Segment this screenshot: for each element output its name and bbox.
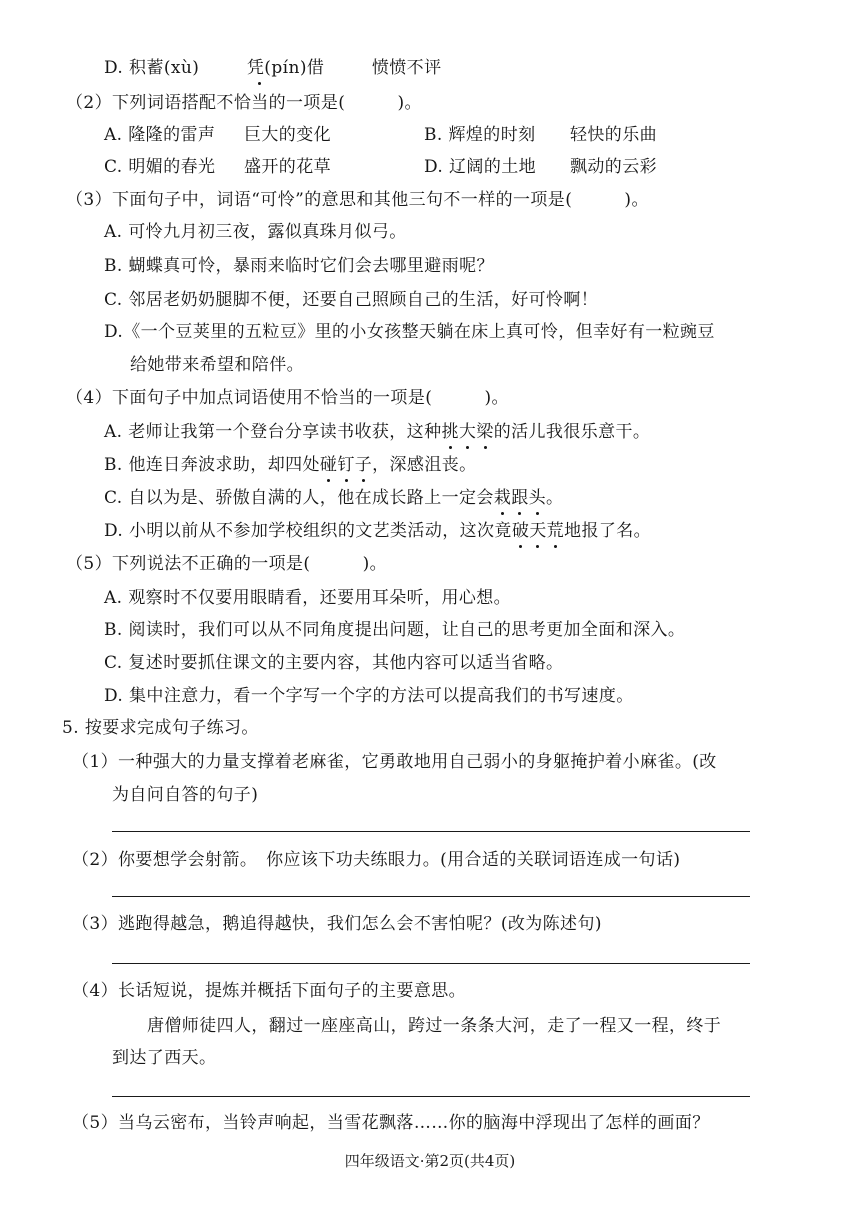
q4-3-option-b: B. 蝴蝶真可怜，暴雨来临时它们会去哪里避雨呢？ bbox=[104, 256, 494, 276]
dotted-char: 荒 bbox=[546, 521, 565, 541]
q4-4-stem: （4）下面句子中加点词语使用不恰当的一项是( )。 bbox=[66, 388, 509, 408]
dotted-char: 栽 bbox=[493, 488, 512, 508]
dotted-word bbox=[512, 521, 564, 541]
dotted-char: 天 bbox=[529, 521, 547, 541]
dotted-char: 碰 bbox=[319, 455, 338, 475]
q4-3-option-a: A. 可怜九月初三夜，露似真珠月似弓。 bbox=[104, 222, 407, 242]
q4-3-option-d-line1: D.《一个豆荚里的五粒豆》里的小女孩整天躺在床上真可怜，但幸好有一粒豌豆 bbox=[104, 322, 715, 342]
answer-line-1[interactable] bbox=[112, 831, 750, 832]
q5-5: （5）当乌云密布，当铃声响起，当雪花飘落……你的脑海中浮现出了怎样的画面？ bbox=[72, 1113, 710, 1133]
q4-1-option-d: D. 积蓄(xù) 凭(pín)借 愤愤不评 bbox=[104, 58, 442, 78]
q4-2-option-a1: A. 隆隆的雷声 bbox=[104, 125, 216, 145]
q5-4-passage-line2: 到达了西天。 bbox=[112, 1048, 217, 1068]
dotted-word bbox=[441, 422, 493, 442]
q4-5-option-c: C. 复述时要抓住课文的主要内容，其他内容可以适当省略。 bbox=[104, 653, 564, 673]
q5-title: 5. 按要求完成句子练习。 bbox=[62, 718, 259, 738]
dotted-char: 头 bbox=[528, 488, 547, 508]
dotted-char: 跟 bbox=[511, 488, 529, 508]
q4-4-option-b: B. 他连日奔波求助，却四处碰钉子，深感沮丧。 bbox=[104, 455, 477, 475]
q4-3-stem: （3）下面句子中，词语“可怜”的意思和其他三句不一样的一项是( )。 bbox=[66, 190, 649, 210]
q4-5-option-a: A. 观察时不仅要用眼睛看，还要用耳朵听，用心想。 bbox=[104, 588, 512, 608]
q4-5-stem: （5）下列说法不正确的一项是( )。 bbox=[66, 554, 388, 574]
q5-1-line1: （1）一种强大的力量支撑着老麻雀，它勇敢地用自己弱小的身躯掩护着小麻雀。(改 bbox=[72, 752, 717, 772]
dotted-char: 大 bbox=[458, 422, 477, 442]
answer-line-4[interactable] bbox=[112, 1096, 750, 1097]
q4-4-option-c: C. 自以为是、骄傲自满的人，他在成长路上一定会栽跟头。 bbox=[104, 488, 564, 508]
q4-2-option-d1: D. 辽阔的土地 bbox=[424, 157, 537, 177]
q4-3-option-c: C. 邻居老奶奶腿脚不便，还要自己照顾自己的生活，好可怜啊！ bbox=[104, 290, 599, 310]
dotted-char: 钉 bbox=[337, 455, 355, 475]
dotted-char: 子 bbox=[354, 455, 373, 475]
answer-line-3[interactable] bbox=[112, 963, 750, 964]
answer-line-2[interactable] bbox=[112, 896, 750, 897]
dotted-char: 破 bbox=[511, 521, 530, 541]
q4-5-option-b: B. 阅读时，我们可以从不同角度提出问题，让自己的思考更加全面和深入。 bbox=[104, 620, 686, 640]
page-footer: 四年级语文·第2页(共4页) bbox=[344, 1152, 516, 1170]
q5-3: （3）逃跑得越急，鹅追得越快，我们怎么会不害怕呢？(改为陈述句) bbox=[72, 914, 602, 934]
q4-4-option-a: A. 老师让我第一个登台分享读书收获，这种挑大梁的活儿我很乐意干。 bbox=[104, 422, 651, 442]
q4-3-option-d-line2: 给她带来希望和陪伴。 bbox=[130, 355, 304, 375]
q4-2-option-d2: 飘动的云彩 bbox=[570, 157, 657, 177]
q5-2: （2）你要想学会射箭。 你应该下功夫练眼力。(用合适的关联词语连成一句话) bbox=[72, 850, 681, 870]
dotted-char: 梁 bbox=[476, 422, 494, 442]
dotted-word bbox=[320, 455, 372, 475]
q4-2-option-c2: 盛开的花草 bbox=[244, 157, 331, 177]
dotted-word bbox=[494, 488, 546, 508]
q5-4: （4）长话短说，提炼并概括下面句子的主要意思。 bbox=[72, 981, 467, 1001]
q4-5-option-d: D. 集中注意力，看一个字写一个字的方法可以提高我们的书写速度。 bbox=[104, 686, 634, 706]
q5-4-passage-line1: 唐僧师徒四人，翻过一座座高山，跨过一条条大河，走了一程又一程，终于 bbox=[147, 1016, 722, 1036]
q4-2-option-b2: 轻快的乐曲 bbox=[570, 125, 657, 145]
q4-4-option-d: D. 小明以前从不参加学校组织的文艺类活动，这次竟破天荒地报了名。 bbox=[104, 521, 652, 541]
dotted-char: 凭( bbox=[246, 58, 272, 78]
q5-1-line2: 为自问自答的句子) bbox=[112, 785, 259, 805]
q4-2-stem: （2）下列词语搭配不恰当的一项是( )。 bbox=[66, 93, 422, 113]
q4-2-option-b1: B. 辉煌的时刻 bbox=[424, 125, 536, 145]
q4-2-option-c1: C. 明媚的春光 bbox=[104, 157, 216, 177]
dotted-char: 挑 bbox=[441, 422, 459, 442]
q4-2-option-a2: 巨大的变化 bbox=[244, 125, 331, 145]
